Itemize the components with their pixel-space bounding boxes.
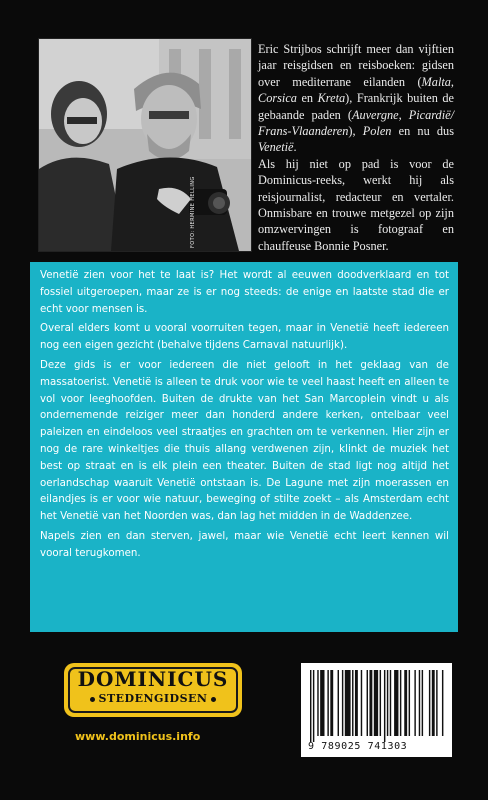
barcode-bar (404, 670, 407, 736)
description-paragraph: Napels zien en dan sterven, jawel, maar wie Venetië echt leert kennen wil vooral terugkomen. (40, 529, 449, 559)
barcode-bar (409, 670, 410, 736)
author-photo (38, 38, 252, 252)
barcode-bar (330, 670, 333, 736)
barcode-bar (345, 670, 351, 736)
publisher-logo-title: DOMINICUS (77, 667, 229, 691)
description-paragraph: Venetië zien voor het te laat is? Het wordt al eeuwen doodverklaard en tot fossiel uitgeroepen, maar ze is er nog steeds: de enige en laatste stad die er echt voor mensen is. (40, 269, 449, 315)
barcode-bar (355, 670, 358, 736)
barcode-bar (387, 670, 388, 736)
barcode-bar (367, 670, 368, 736)
barcode-bar (313, 670, 314, 742)
barcode-bar (429, 670, 430, 736)
barcode-bar (422, 670, 423, 736)
barcode-bar (432, 670, 435, 736)
publisher-logo (64, 663, 242, 717)
barcode-bar (374, 670, 378, 736)
isbn-barcode (301, 663, 452, 757)
barcode-bar (317, 670, 318, 736)
bio-paragraph-2: Als hij niet op pad is voor de Dominicus-reeks, werkt hij als reisjournalist, redacteur en vertaler. Onmisbare en trouwe metgezel op zijn omzwervingen is fotograaf en chauffeuse Bonnie Posner. (258, 156, 454, 253)
description-paragraph: Deze gids is er voor iedereen die niet gelooft in het geklaag van de massatoerist. Venetië is alleen te druk voor wie te veel haast heeft en alleen te vol voor leeghoofden. Buiten de drukte van het San Marcoplein vindt u als ondernemende reiziger meer dan honderd andere kerken, ontelbaar veel paleizen en eindeloos veel straatjes en grachten om te verkennen. Hier zijn er nog de rare winkeltjes die thuis allang verdwenen zijn, klinkt de muziek het best op straat en is elk plein een theater. Buiten de stad ligt nog altijd het oerlandschap waaruit Venetië ontstaan is. De Lagune met zijn moerassen en eilandjes is er voor wie natuur, beweging of stilte zoekt – als Amsterdam echt het Venetië van het Noorden was, dan lag het midden in de Waddenzee. (40, 358, 449, 523)
barcode-bar (342, 670, 343, 736)
bullet-icon (90, 697, 95, 702)
barcode-bar (380, 670, 381, 736)
barcode-bar (400, 670, 401, 736)
barcode-bar (361, 670, 362, 736)
barcode-bar (327, 670, 328, 736)
barcode-bar (320, 670, 324, 736)
description-text (40, 267, 449, 565)
author-bio (258, 41, 454, 254)
barcode-bar (352, 670, 353, 736)
barcode-bar (390, 670, 391, 736)
bio-paragraph-1: Eric Strijbos schrijft meer dan vijftien jaar reisgidsen en reisboeken: gidsen over mediterrane eilanden (Malta, Corsica en Kreta), Frankrijk buiten de gebaande paden (Auvergne, Picardië/ Frans-Vlaanderen), Polen en nu dus Venetië. (258, 42, 455, 155)
barcode-bar (442, 670, 443, 736)
publisher-url[interactable]: www.dominicus.info (75, 730, 201, 743)
publisher-logo-subtitle (64, 692, 242, 705)
author-photo-graphic (39, 39, 251, 251)
barcode-bar (436, 670, 437, 736)
photo-credit: FOTO: HERMINE HELLING (190, 176, 196, 248)
description-paragraph: Overal elders komt u vooral voorruiten tegen, maar in Venetië heeft iedereen nog een eigen gezicht (behalve tijdens Carnaval natuurlijk). (40, 322, 449, 352)
bullet-icon (211, 697, 216, 702)
barcode-bar (414, 670, 415, 736)
publisher-logo-subtitle-text: STEDENGIDSEN (98, 692, 208, 705)
barcode-bar (384, 670, 385, 742)
barcode-bar (338, 670, 339, 736)
barcode-bar (310, 670, 311, 742)
barcode-bar (394, 670, 398, 736)
isbn-number: 9 789025 741303 (308, 741, 408, 752)
barcode-bar (369, 670, 372, 736)
barcode-bar (419, 670, 420, 736)
description-panel (30, 262, 458, 632)
